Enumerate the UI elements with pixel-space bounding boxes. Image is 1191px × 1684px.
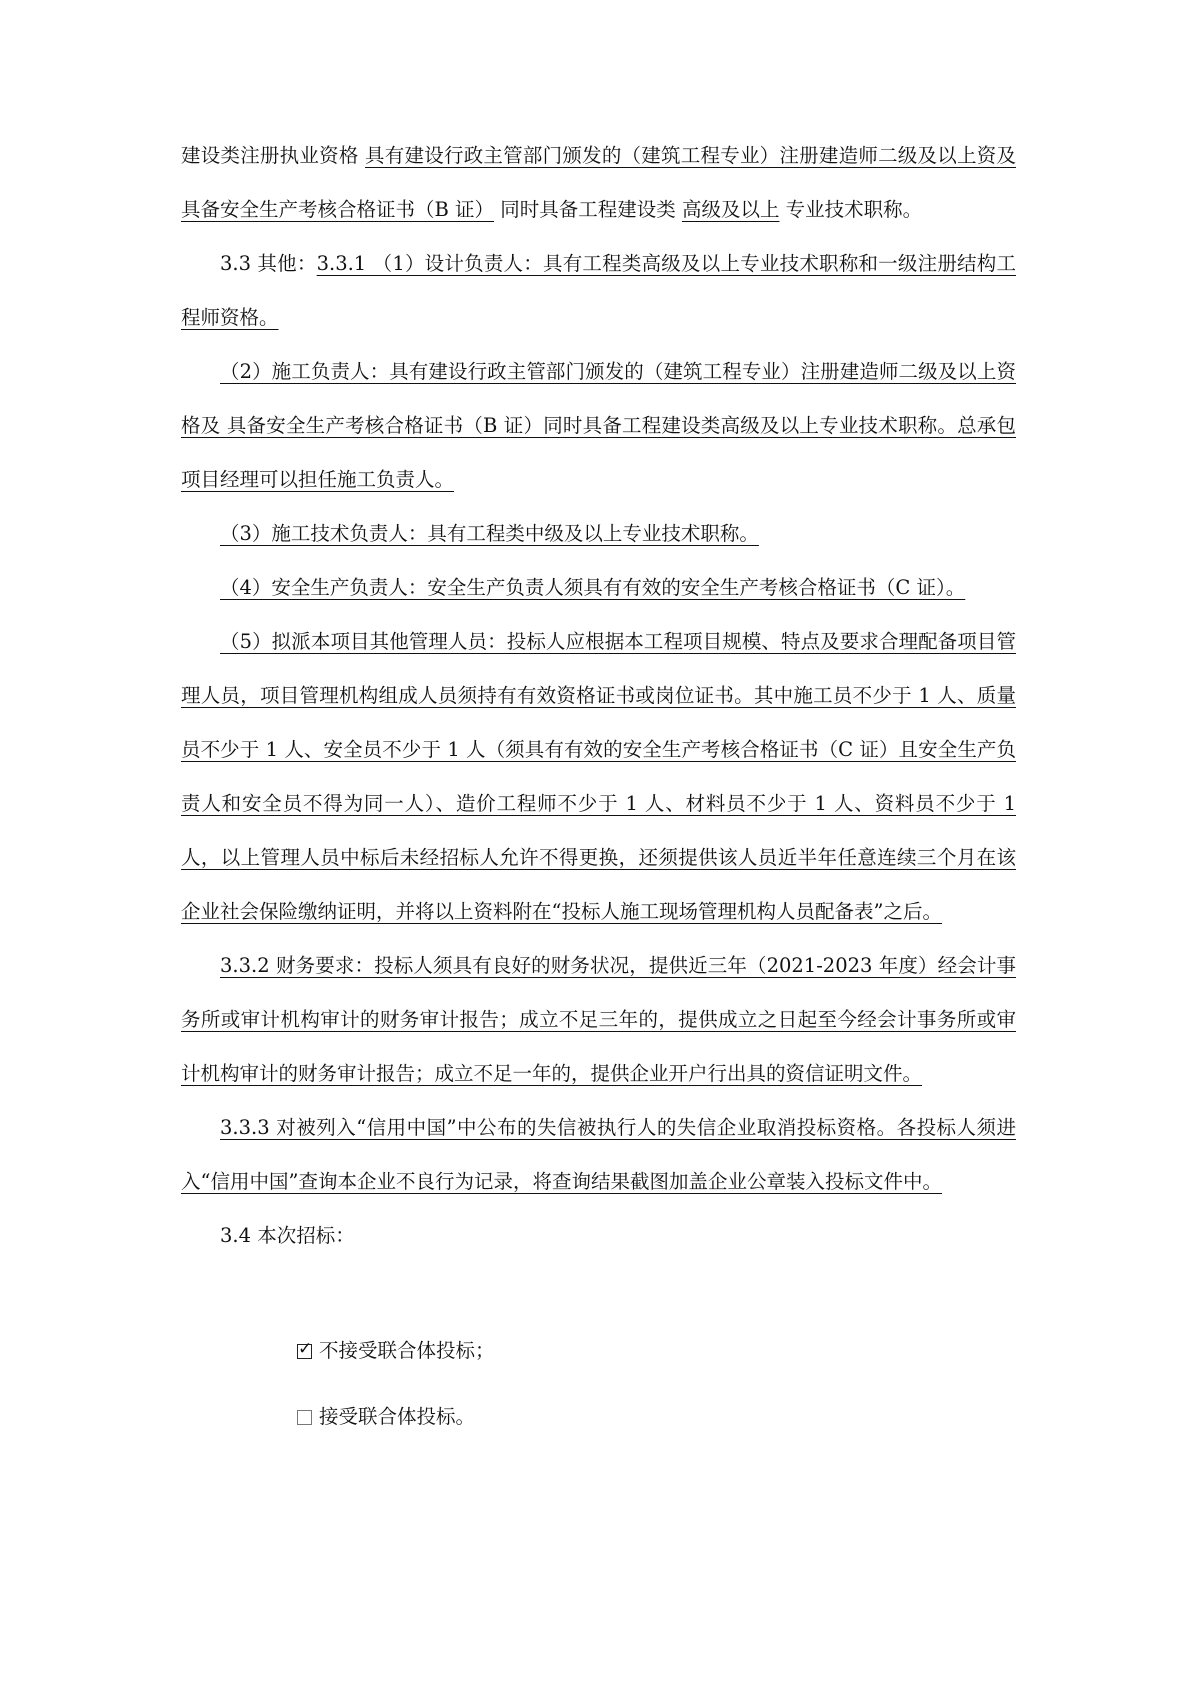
financial-requirement: 3.3.2 财务要求：投标人须具有良好的财务状况，提供近三年（2021-2023 年度）经会计事务所或审计机构审计的财务审计报告；成立不足三年的，提供成立之日起至今经会计事务所或审计机构审计的财务审计报告；成立不足一年的，提供企业开户行出具的资信证明文件。: [181, 954, 1016, 1085]
option-accept-consortium[interactable]: [297, 1402, 475, 1432]
checkbox-checked-icon[interactable]: [297, 1338, 313, 1359]
paragraph-technical-lead: [181, 507, 1016, 561]
checkmark-icon: ✓: [298, 1338, 313, 1359]
design-lead-requirement: 3.3.1 （1）设计负责人：具有工程类高级及以上专业技术职称和一级注册结构工程师资格。: [181, 252, 1016, 329]
option-accept-consortium-label: 接受联合体投标。: [319, 1405, 476, 1428]
technical-lead-requirement: （3）施工技术负责人：具有工程类中级及以上专业技术职称。: [220, 522, 759, 545]
paragraph-other-staff: [181, 615, 1016, 939]
option-no-consortium[interactable]: [297, 1336, 495, 1366]
registration-suffix: 专业技术职称。: [785, 198, 923, 221]
registration-middle: 同时具备工程建设类: [500, 198, 676, 221]
section-3-4-heading: 3.4 本次招标：: [220, 1224, 355, 1247]
construction-lead-requirement: （2）施工负责人：具有建设行政主管部门颁发的（建筑工程专业）注册建造师二级及以上资格及 具备安全生产考核合格证书（B 证）同时具备工程建设类高级及以上专业技术职称。总承包项目经理可以担任施工负责人。: [181, 360, 1016, 491]
paragraph-construction-lead: [181, 345, 1016, 507]
qualification-block: [181, 129, 1016, 1263]
credit-requirement: 3.3.3 对被列入“信用中国”中公布的失信被执行人的失信企业取消投标资格。各投标人须进入“信用中国”查询本企业不良行为记录，将查询结果截图加盖企业公章装入投标文件中。: [181, 1116, 1016, 1193]
checkbox-empty-icon[interactable]: [297, 1410, 312, 1425]
paragraph-3-3-3-credit: [181, 1101, 1016, 1209]
paragraph-safety-lead: [181, 561, 1016, 615]
title-level: 高级及以上: [681, 198, 780, 221]
other-staff-requirement: （5）拟派本项目其他管理人员：投标人应根据本工程项目规模、特点及要求合理配备项目管理人员，项目管理机构组成人员须持有有效资格证书或岗位证书。其中施工员不少于 1 人、质量员不少于 1 人、安全员不少于 1 人（须具有有效的安全生产考核合格证书（C 证）且安全生产负责人和安全员不得为同一人）、造价工程师不少于 1 人、材料员不少于 1 人、资料员不少于 1 人，以上管理人员中标后未经招标人允许不得更换，还须提供该人员近半年任意连续三个月在该企业社会保险缴纳证明，并将以上资料附在“投标人施工现场管理机构人员配备表”之后。: [181, 630, 1016, 923]
section-3-3-prefix: 3.3 其他：: [220, 252, 317, 275]
safety-lead-requirement: （4）安全生产负责人：安全生产负责人须具有有效的安全生产考核合格证书（C 证）。: [220, 576, 966, 599]
registration-requirement: 具有建设行政主管部门颁发的（建筑工程专业）注册建造师二级及以上资及具备安全生产考核合格证书（B 证）: [181, 144, 1016, 221]
paragraph-3-3-1: [181, 237, 1016, 345]
paragraph-3-3-2-financial: [181, 939, 1016, 1101]
paragraph-3-4: [181, 1209, 1016, 1263]
paragraph-registration-qualification: [181, 129, 1016, 237]
option-no-consortium-label: 不接受联合体投标；: [319, 1339, 495, 1362]
registration-prefix: 建设类注册执业资格: [181, 144, 359, 167]
